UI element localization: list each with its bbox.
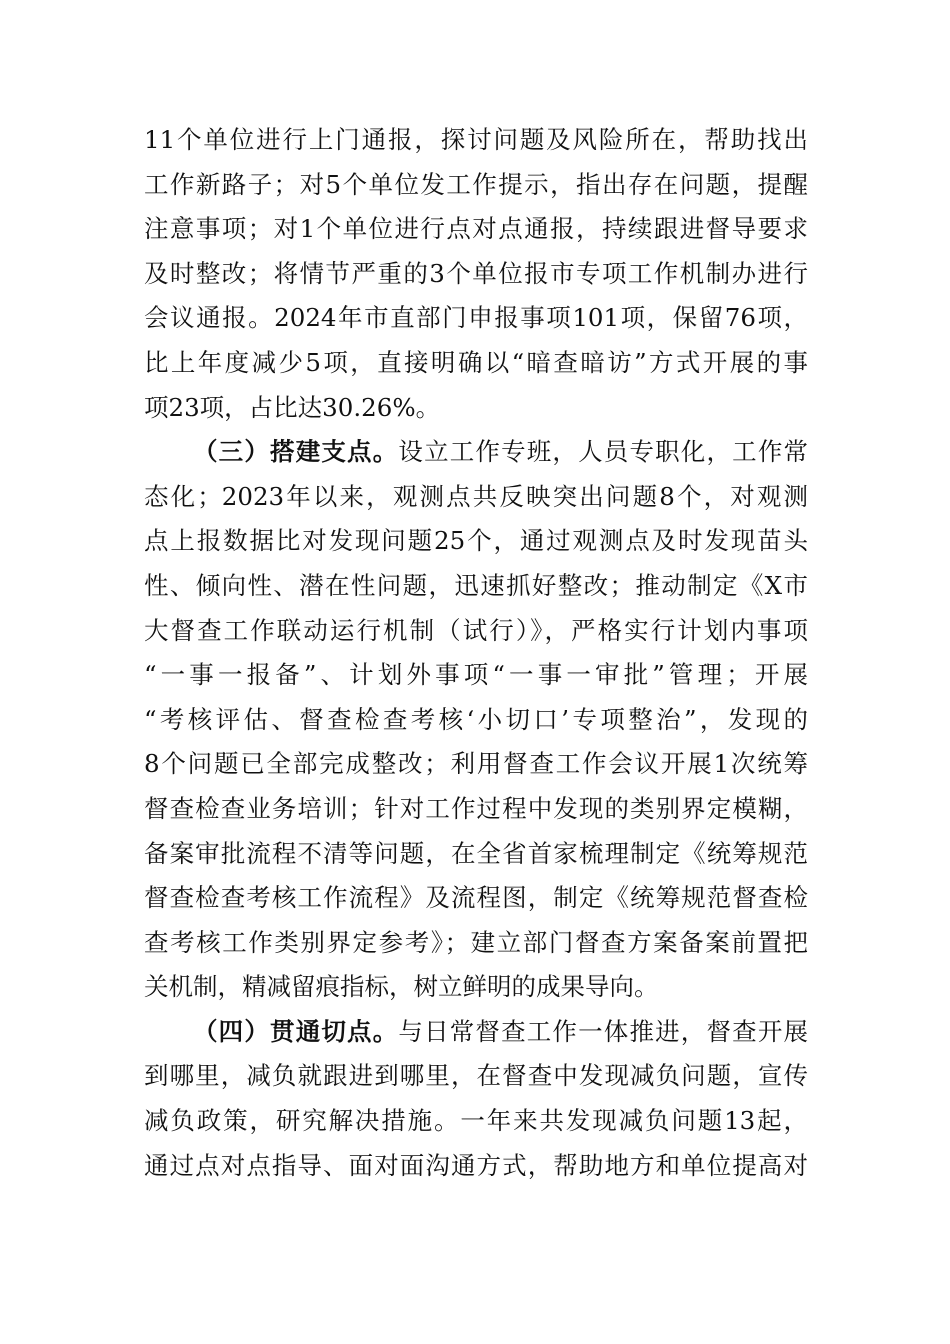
text-line: 态化；2023年以来，观测点共反映突出问题8个，对观测: [144, 481, 808, 511]
text-line: 通过点对点指导、面对面沟通方式，帮助地方和单位提高对: [144, 1150, 808, 1180]
text-line: 项23项，占比达30.26%。: [144, 392, 441, 422]
paragraph-1: [144, 118, 808, 430]
section-heading: （四）贯通切点。: [193, 1016, 399, 1046]
text-line: 备案审批流程不清等问题，在全省首家梳理制定《统筹规范: [144, 838, 808, 868]
text-span: 与日常督查工作一体推进，督查开展: [398, 1016, 808, 1046]
text-line: 点上报数据比对发现问题25个，通过观测点及时发现苗头: [144, 526, 808, 556]
paragraph-2: [144, 430, 808, 1010]
text-line: 到哪里，减负就跟进到哪里，在督查中发现减负问题，宣传: [144, 1061, 808, 1091]
paragraph-first-line: [144, 1010, 808, 1055]
text-line: 11个单位进行上门通报，探讨问题及风险所在，帮助找出: [144, 125, 808, 154]
text-line: 查考核工作类别界定参考》；建立部门督查方案备案前置把: [144, 927, 808, 957]
text-line: 大督查工作联动运行机制（试行）》，严格实行计划内事项: [144, 615, 808, 645]
text-line: 关机制，精减留痕指标，树立鲜明的成果导向。: [144, 972, 659, 1002]
text-line: 减负政策，研究解决措施。一年来共发现减负问题13起，: [144, 1106, 808, 1136]
text-line: “一事一报备”、计划外事项“一事一审批”管理；开展: [144, 660, 808, 690]
text-line: 8个问题已全部完成整改；利用督查工作会议开展1次统筹: [144, 749, 808, 779]
text-line: 督查检查业务培训；针对工作过程中发现的类别界定模糊，: [144, 793, 808, 823]
text-line: 比上年度减少5项，直接明确以“暗查暗访”方式开展的事: [144, 347, 808, 377]
text-line: 及时整改；将情节严重的3个单位报市专项工作机制办进行: [144, 258, 808, 288]
text-line: 工作新路子；对5个单位发工作提示，指出存在问题，提醒: [144, 169, 808, 199]
text-line: 督查检查考核工作流程》及流程图，制定《统筹规范督查检: [144, 883, 808, 913]
text-line: 注意事项；对1个单位进行点对点通报，持续跟进督导要求: [144, 214, 808, 244]
text-line: 会议通报。2024年市直部门申报事项101项，保留76项，: [144, 303, 808, 333]
section-heading: （三）搭建支点。: [193, 437, 399, 467]
text-line: 性、倾向性、潜在性问题，迅速抓好整改；推动制定《X市: [144, 570, 808, 600]
paragraph-3: [144, 1010, 808, 1188]
document-body: [144, 118, 808, 1188]
paragraph-first-line: [144, 430, 808, 475]
text-span: 设立工作专班，人员专职化，工作常: [398, 437, 808, 467]
text-line: “考核评估、督查检查考核‘小切口’专项整治”，发现的: [144, 704, 808, 734]
